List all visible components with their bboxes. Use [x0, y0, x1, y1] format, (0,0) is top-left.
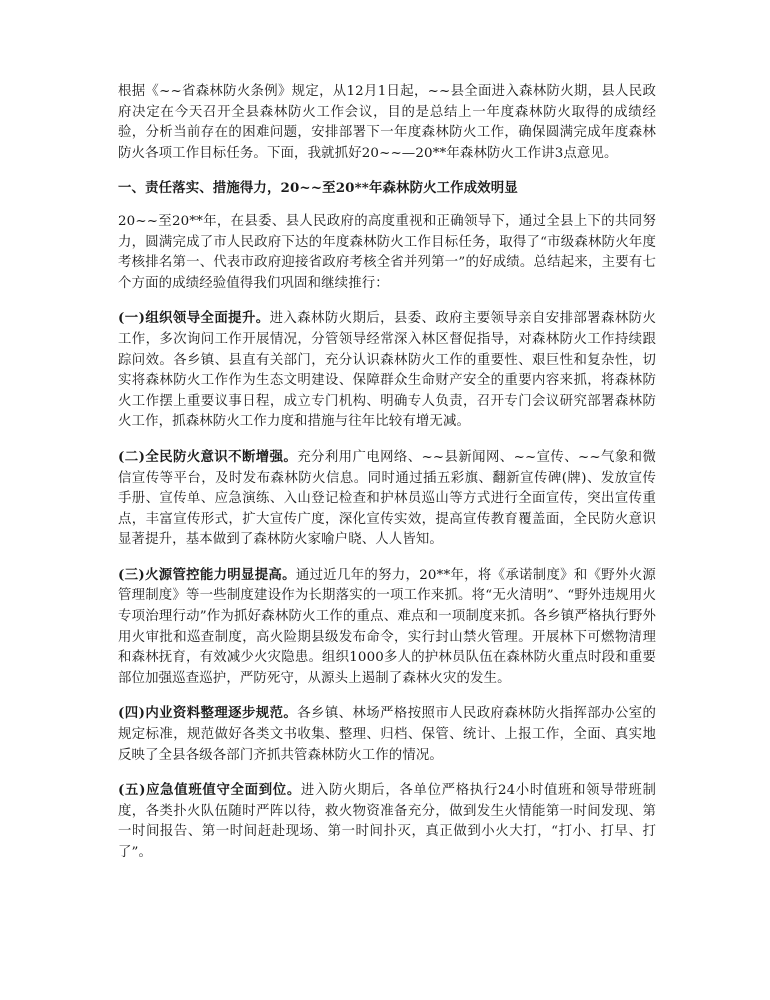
item-body: 进入防火期后，各单位严格执行24小时值班和领导带班制度，各类扑火队伍随时严阵以待，救火物资准备充分，做到发生火情能第一时间发现、第一时间报告、第一时间赶赴现场、第一时间扑灭，真正做到小火大打，“打小、打早、打了”。: [118, 783, 657, 860]
item-body: 各乡镇、林场严格按照市人民政府森林防火指挥部办公室的规定标准，规范做好各类文书收集、整理、归档、保管、统计、上报工作，全面、真实地反映了全县各级各部门齐抓共管森林防火工作的情况。: [118, 706, 656, 763]
item-paragraph-1: [118, 308, 656, 433]
item-paragraph-2: [118, 447, 656, 551]
item-paragraph-4: [118, 703, 656, 766]
item-body: 进入森林防火期后，县委、政府主要领导亲自安排部署森林防火工作，多次询问工作开展情况，分管领导经常深入林区督促指导，对森林防火工作持续跟踪问效。各乡镇、县直有关部门，充分认识森林防火工作的重要性、艰巨性和复杂性，切实将森林防火工作作为生态文明建设、保障群众生命财产安全的重要内容来抓，将森林防火工作摆上重要议事日程，成立专门机构、明确专人负责，召开专门会议研究部署森林防火工作，抓森林防火工作力度和措施与往年比较有增无减。: [118, 311, 656, 430]
item-paragraph-3: [118, 565, 656, 690]
item-body: 充分利用广电网络、~~县新闻网、~~宣传、~~气象和微信宣传等平台，及时发布森林防火信息。同时通过插五彩旗、翻新宣传碑(牌)、发放宣传手册、宣传单、应急演练、入山登记检查和护林员巡山等方式进行全面宣传，突出宣传重点，丰富宣传形式，扩大宣传广度，深化宣传实效，提高宣传教育覆盖面，全民防火意识显著提升，基本做到了森林防火家喻户晓、人人皆知。: [118, 449, 656, 548]
item-lead: (四)内业资料整理逐步规范。: [118, 705, 298, 722]
section-heading: 一、责任落实、措施得力，20~~至20**年森林防火工作成效明显: [118, 180, 518, 197]
intro-paragraph: 根据《~~省森林防火条例》规定，从12月1日起，~~县全面进入森林防火期，县人民政府决定在今天召开全县森林防火工作会议，目的是总结上一年度森林防火取得的成绩经验，分析当前存在的困难问题，安排部署下一年度森林防火工作，确保圆满完成年度森林防火各项工作目标任务。下面，我就抓好20~~—20**年森林防火工作讲3点意见。: [118, 84, 656, 161]
item-lead: (五)应急值班值守全面到位。: [118, 782, 301, 799]
item-lead: (一)组织领导全面提升。: [118, 310, 270, 327]
item-body: 通过近几年的努力，20**年，将《承诺制度》和《野外火源管理制度》等一些制度建设作为长期落实的一项工作来抓。将“无火清明”、“野外违规用火专项治理行动”作为抓好森林防火工作的重点、难点和一项制度来抓。各乡镇严格执行野外用火审批和巡查制度，高火险期县级发布命令，实行封山禁火管理。开展林下可燃物清理和森林抚育，有效减少火灾隐患。组织1000多人的护林员队伍在森林防火重点时段和重要部位加强巡查巡护，严防死守，从源头上遏制了森林火灾的发生。: [118, 567, 656, 686]
item-paragraph-5: [118, 780, 656, 863]
section-intro-paragraph: 20~~至20**年，在县委、县人民政府的高度重视和正确领导下，通过全县上下的共同努力，圆满完成了市人民政府下达的年度森林防火工作目标任务，取得了“市级森林防火年度考核排名第一、代表市政府迎接省政府考核全省并列第一”的好成绩。总结起来，主要有七个方面的成绩经验值得我们巩固和继续推行：: [118, 213, 656, 291]
item-lead: (二)全民防火意识不断增强。: [118, 448, 298, 465]
document-page: [118, 82, 656, 878]
item-lead: (三)火源管控能力明显提高。: [118, 566, 296, 583]
